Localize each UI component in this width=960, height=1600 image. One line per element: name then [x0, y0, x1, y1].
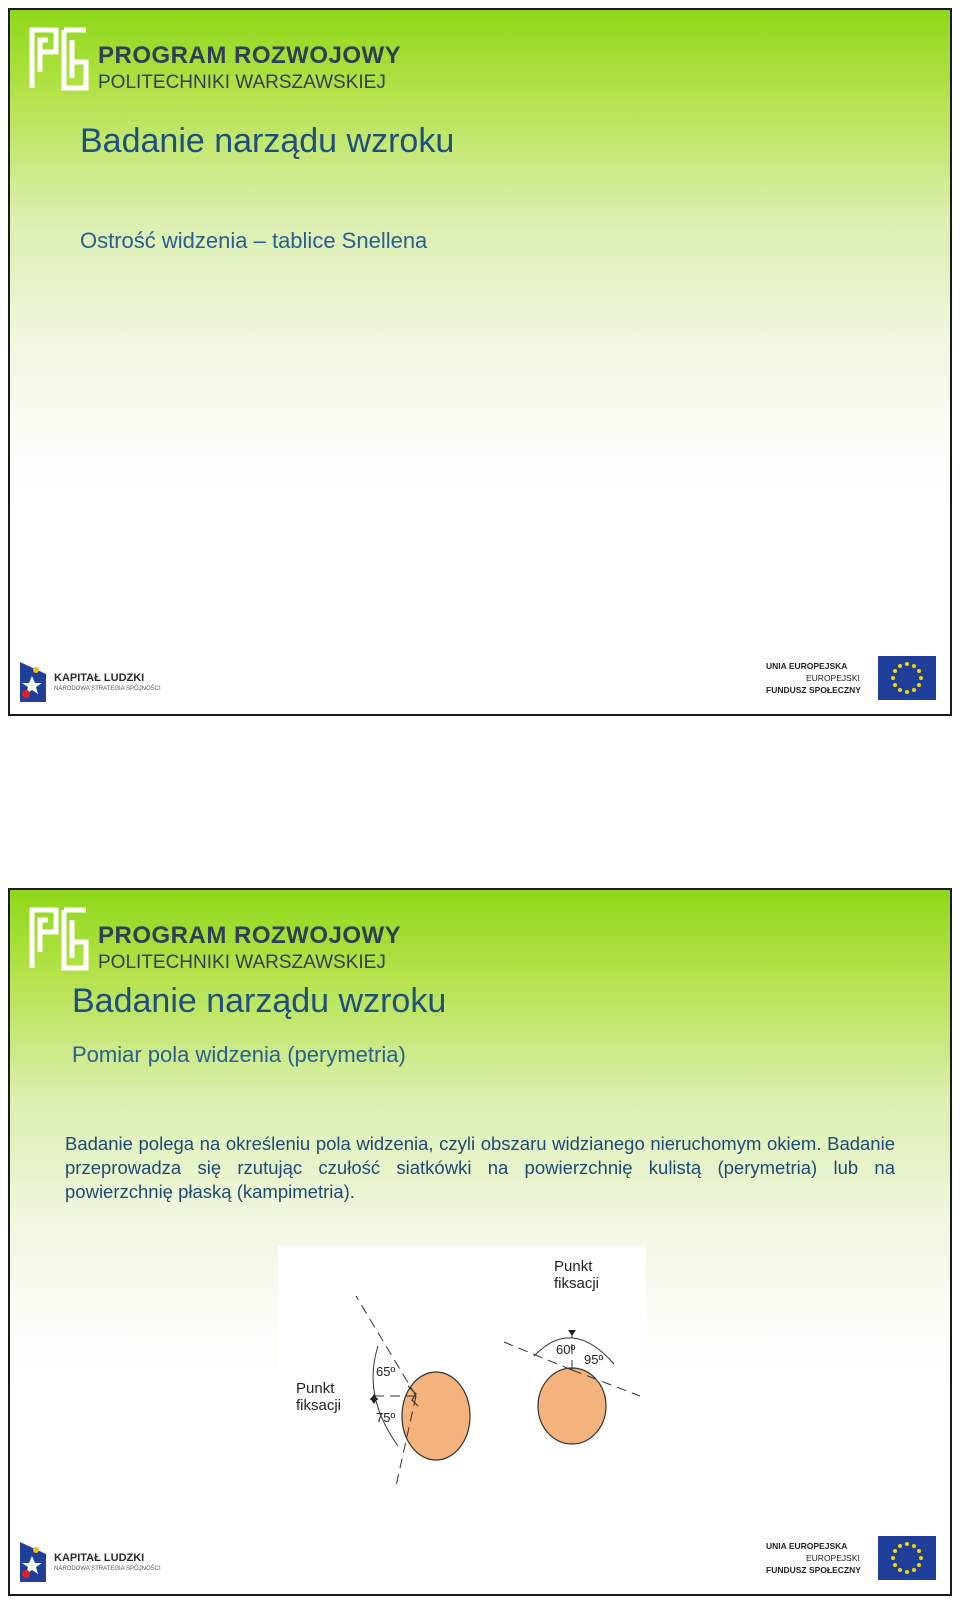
eu-flag-icon — [878, 656, 936, 700]
perimetry-figure — [278, 1246, 646, 1486]
eu-line-3: FUNDUSZ SPOŁECZNY — [766, 685, 861, 695]
kapital-ludzki-subtext: NARODOWA STRATEGIA SPÓJNOŚCI — [54, 1566, 161, 1572]
kapital-ludzki-text: KAPITAŁ LUDZKI — [54, 672, 145, 684]
eu-line-2: EUROPEJSKI — [806, 673, 860, 683]
logo-line-2: POLITECHNIKI WARSZAWSKIEJ — [98, 952, 386, 973]
eu-line-2: EUROPEJSKI — [806, 1553, 860, 1563]
slide-2 — [8, 888, 952, 1596]
angle-95-label: 95º — [584, 1352, 604, 1367]
top-fixation-arrow — [568, 1330, 576, 1336]
left-fixation-label: Punkt fiksacji — [296, 1380, 342, 1414]
logo-line-1: PROGRAM ROZWOJOWY — [98, 42, 402, 69]
kapital-ludzki-logo — [16, 656, 176, 708]
angle-75-label: 75º — [376, 1410, 396, 1425]
pr-logo-icon — [26, 902, 90, 972]
side-view-lines — [356, 1296, 416, 1486]
logo-line-1: PROGRAM ROZWOJOWY — [98, 922, 402, 949]
slide-title: Badanie narządu wzroku — [80, 122, 455, 160]
kapital-ludzki-logo — [16, 1536, 176, 1588]
eu-text — [766, 1540, 861, 1576]
right-fixation-label: Punkt fiksacji — [554, 1258, 600, 1292]
slide-subtitle: Ostrość widzenia – tablice Snellena — [80, 228, 428, 253]
slide-1 — [8, 8, 952, 716]
slide-subtitle: Pomiar pola widzenia (perymetria) — [72, 1042, 406, 1067]
eu-line-1: UNIA EUROPEJSKA — [766, 1541, 848, 1551]
kapital-ludzki-icon — [16, 658, 50, 706]
kapital-ludzki-text: KAPITAŁ LUDZKI — [54, 1552, 145, 1564]
angle-65-label: 65º — [376, 1364, 396, 1379]
eu-line-3: FUNDUSZ SPOŁECZNY — [766, 1565, 861, 1575]
slide-body-text: Badanie polega na określeniu pola widzenia, czyli obszaru widzianego nieruchomym okiem. Badanie przeprowadza się rzutując czułość siatkówki na powierzchnię kulistą (perymetria) lub na powierzchnię płaską (kampimetria). — [65, 1133, 895, 1202]
eu-logo — [766, 1536, 936, 1586]
eu-logo — [766, 656, 936, 706]
eu-flag-icon — [878, 1536, 936, 1580]
side-head-shape — [402, 1372, 470, 1460]
eu-line-1: UNIA EUROPEJSKA — [766, 661, 848, 671]
angle-60-label: 60º — [556, 1342, 576, 1357]
logo-line-2: POLITECHNIKI WARSZAWSKIEJ — [98, 72, 386, 93]
slide-title: Badanie narządu wzroku — [72, 982, 447, 1020]
program-rozwojowy-logo — [26, 22, 406, 102]
pr-logo-icon — [26, 22, 90, 92]
program-rozwojowy-logo — [26, 902, 406, 982]
kapital-ludzki-subtext: NARODOWA STRATEGIA SPÓJNOŚCI — [54, 686, 161, 692]
eu-text — [766, 660, 861, 696]
kapital-ludzki-icon — [16, 1538, 50, 1586]
